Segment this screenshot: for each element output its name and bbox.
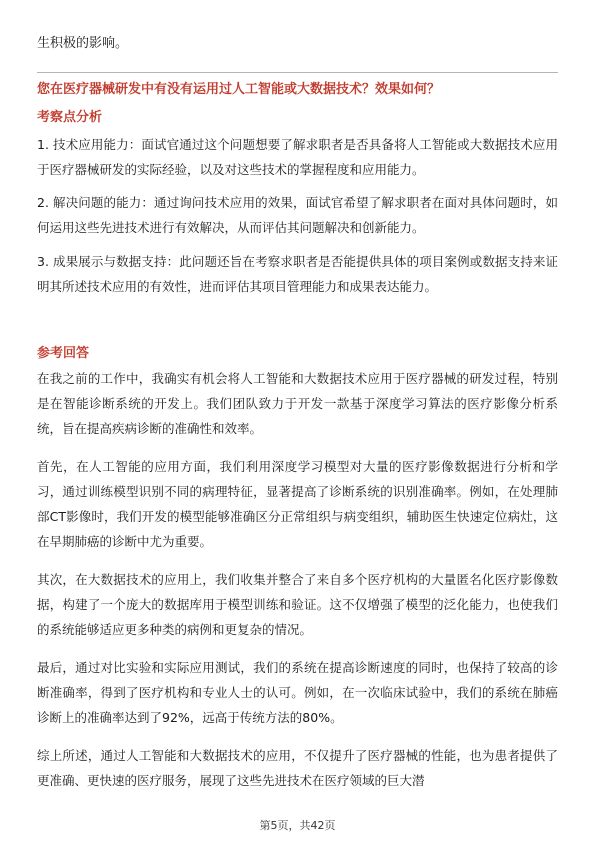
answer-paragraph: 在我之前的工作中，我确实有机会将人工智能和大数据技术应用于医疗器械的研发过程，特别是在智能诊断系统的开发上。我们团队致力于开发一款基于深度学习算法的医疗影像分析系统，旨在提高疾病诊断的准确性和效率。	[37, 371, 558, 436]
question-heading: 您在医疗器械研发中有没有运用过人工智能或大数据技术？效果如何？	[37, 82, 441, 97]
analysis-item: 1. 技术应用能力：面试官通过这个问题想要了解求职者是否具备将人工智能或大数据技术应用于医疗器械研发的实际经验，以及对这些技术的掌握程度和应用能力。	[37, 137, 558, 177]
answer-paragraph: 首先，在人工智能的应用方面，我们利用深度学习模型对大量的医疗影像数据进行分析和学习，通过训练模型识别不同的病理特征，显著提高了诊断系统的识别准确率。例如，在处理肺部CT影像时，我们开发的模型能够准确区分正常组织与病变组织，辅助医生快速定位病灶，这在早期肺癌的诊断中尤为重要。	[37, 459, 558, 549]
answer-title: 参考回答	[37, 346, 90, 361]
answer-paragraph: 综上所述，通过人工智能和大数据技术的应用，不仅提升了医疗器械的性能，也为患者提供了更准确、更快速的医疗服务，展现了这些先进技术在医疗领域的巨大潜	[37, 748, 558, 788]
analysis-item: 2. 解决问题的能力：通过询问技术应用的效果，面试官希望了解求职者在面对具体问题时，如何运用这些先进技术进行有效解决，从而评估其问题解决和创新能力。	[37, 195, 558, 235]
page-number-footer: 第5页，共42页	[259, 819, 336, 832]
answer-paragraph: 其次，在大数据技术的应用上，我们收集并整合了来自多个医疗机构的大量匿名化医疗影像数据，构建了一个庞大的数据库用于模型训练和验证。这不仅增强了模型的泛化能力，也使我们的系统能够适应更多种类的病例和更复杂的情况。	[37, 572, 558, 637]
analysis-title: 考察点分析	[37, 110, 103, 125]
answer-paragraph: 最后，通过对比实验和实际应用测试，我们的系统在提高诊断速度的同时，也保持了较高的诊断准确率，得到了医疗机构和专业人士的认可。例如，在一次临床试验中，我们的系统在肺癌诊断上的准确率达到了92%，远高于传统方法的80%。	[37, 660, 558, 725]
continuation-text: 生积极的影响。	[37, 36, 129, 51]
analysis-item: 3. 成果展示与数据支持：此问题还旨在考察求职者是否能提供具体的项目案例或数据支持来证明其所述技术应用的有效性，进而评估其项目管理能力和成果表达能力。	[37, 254, 558, 294]
section-divider	[37, 72, 558, 73]
